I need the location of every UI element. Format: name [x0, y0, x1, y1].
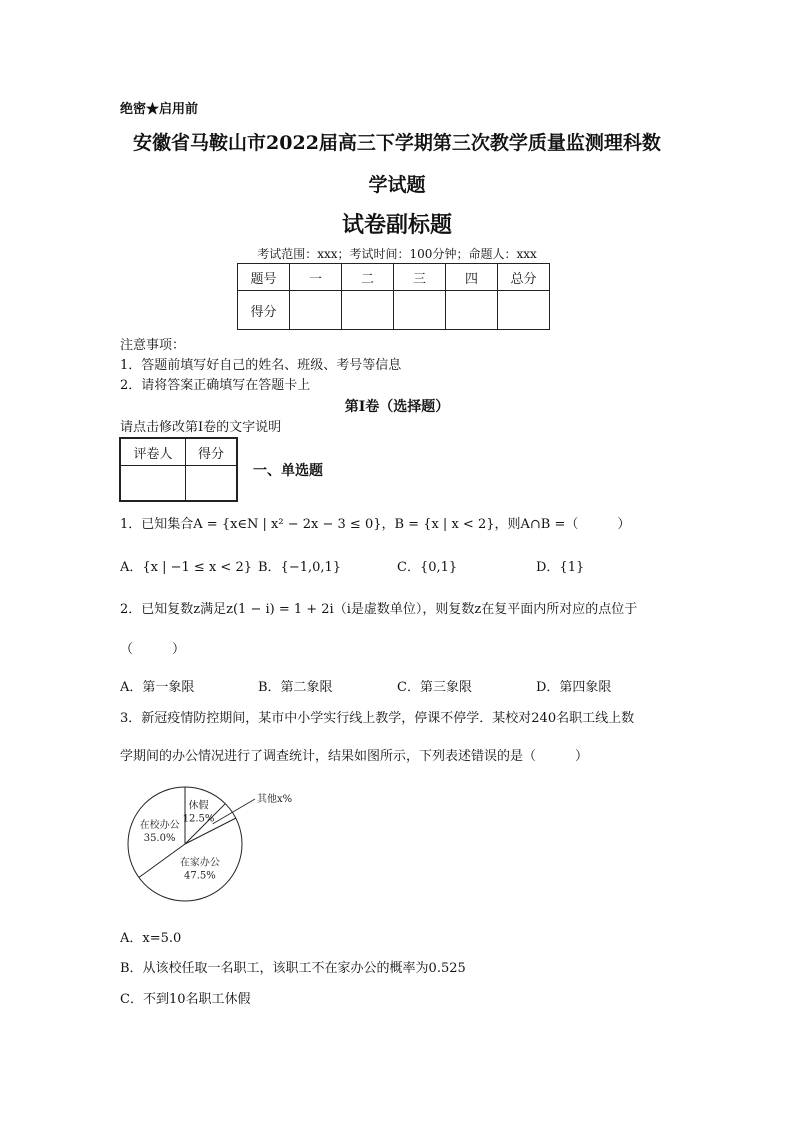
score-blank-cell — [342, 291, 394, 330]
question-1-stem: 1．已知集合A = {x∈N | x² − 2x − 3 ≤ 0}，B = {x | x < 2}，则A∩B =（ ） — [120, 517, 631, 532]
grader-blank-cell — [186, 466, 238, 502]
pie-value-label: 47.5% — [184, 870, 216, 882]
score-row-label: 得分 — [238, 291, 290, 330]
question-3-stem-line2: 学期间的办公情况进行了调查统计，结果如图所示，下列表述错误的是（ ） — [120, 749, 589, 764]
score-header-cell: 题号 — [238, 264, 290, 291]
exam-title-line1: 安徽省马鞍山市2022届高三下学期第三次教学质量监测理科数 — [133, 132, 661, 154]
pie-label-other: 其他x% — [257, 794, 293, 805]
question-3-option-b: B．从该校任取一名职工，该职工不在家办公的概率为0.525 — [120, 961, 466, 976]
pie-label: 在家办公 — [179, 857, 220, 869]
score-blank-cell — [498, 291, 550, 330]
notes-item: 2．请将答案正确填写在答题卡上 — [120, 378, 311, 393]
pie-value-label: 35.0% — [143, 833, 176, 845]
question-2-option-b: B．第二象限 — [258, 680, 333, 695]
grader-table — [119, 437, 238, 502]
section-title: 一、单选题 — [253, 463, 323, 479]
score-blank-cell — [394, 291, 446, 330]
pie-chart — [118, 770, 318, 920]
question-1-option-d: D．{1} — [536, 560, 585, 575]
question-3-stem-line1: 3．新冠疫情防控期间，某市中小学实行线上教学，停课不停学．某校对240名职工线上数 — [120, 711, 635, 726]
pie-value-label: 12.5% — [182, 813, 215, 825]
score-header-cell: 四 — [446, 264, 498, 291]
grader-header-cell: 得分 — [186, 438, 238, 466]
score-table — [237, 263, 550, 330]
question-1-option-b: B．{−1,0,1} — [258, 560, 342, 575]
question-2-paren: （ ） — [120, 642, 186, 657]
question-3-option-a: A．x=5.0 — [120, 931, 182, 946]
question-2-option-d: D．第四象限 — [536, 680, 612, 695]
question-2-option-c: C．第三象限 — [397, 680, 472, 695]
part1-instruction[interactable]: 请点击修改第I卷的文字说明 — [120, 420, 282, 435]
question-1-option-a: A．{x | −1 ≤ x < 2} — [120, 560, 252, 575]
score-header-cell: 总分 — [498, 264, 550, 291]
part1-title: 第I卷（选择题） — [344, 399, 450, 415]
pie-label: 在校办公 — [139, 820, 180, 832]
grader-blank-cell — [120, 466, 186, 502]
pie-label: 休假 — [188, 800, 209, 812]
question-2-option-a: A．第一象限 — [120, 680, 195, 695]
grader-header-cell: 评卷人 — [120, 438, 186, 466]
notes-title: 注意事项： — [120, 338, 186, 353]
exam-meta: 考试范围：xxx；考试时间：100分钟；命题人：xxx — [257, 247, 537, 261]
score-header-cell: 一 — [290, 264, 342, 291]
score-blank-cell — [290, 291, 342, 330]
score-header-cell: 二 — [342, 264, 394, 291]
question-1-option-c: C．{0,1} — [397, 560, 458, 575]
exam-subtitle: 试卷副标题 — [341, 212, 452, 238]
exam-title-line2: 学试题 — [368, 174, 426, 196]
confidential-mark: 绝密★启用前 — [120, 102, 199, 117]
question-2-stem: 2．已知复数z满足z(1 − i) = 1 + 2i（i是虚数单位），则复数z在复平面内所对应的点位于 — [120, 602, 638, 617]
score-blank-cell — [446, 291, 498, 330]
score-header-cell: 三 — [394, 264, 446, 291]
notes-item: 1．答题前填写好自己的姓名、班级、考号等信息 — [120, 358, 402, 373]
question-3-option-c: C．不到10名职工休假 — [120, 992, 251, 1007]
